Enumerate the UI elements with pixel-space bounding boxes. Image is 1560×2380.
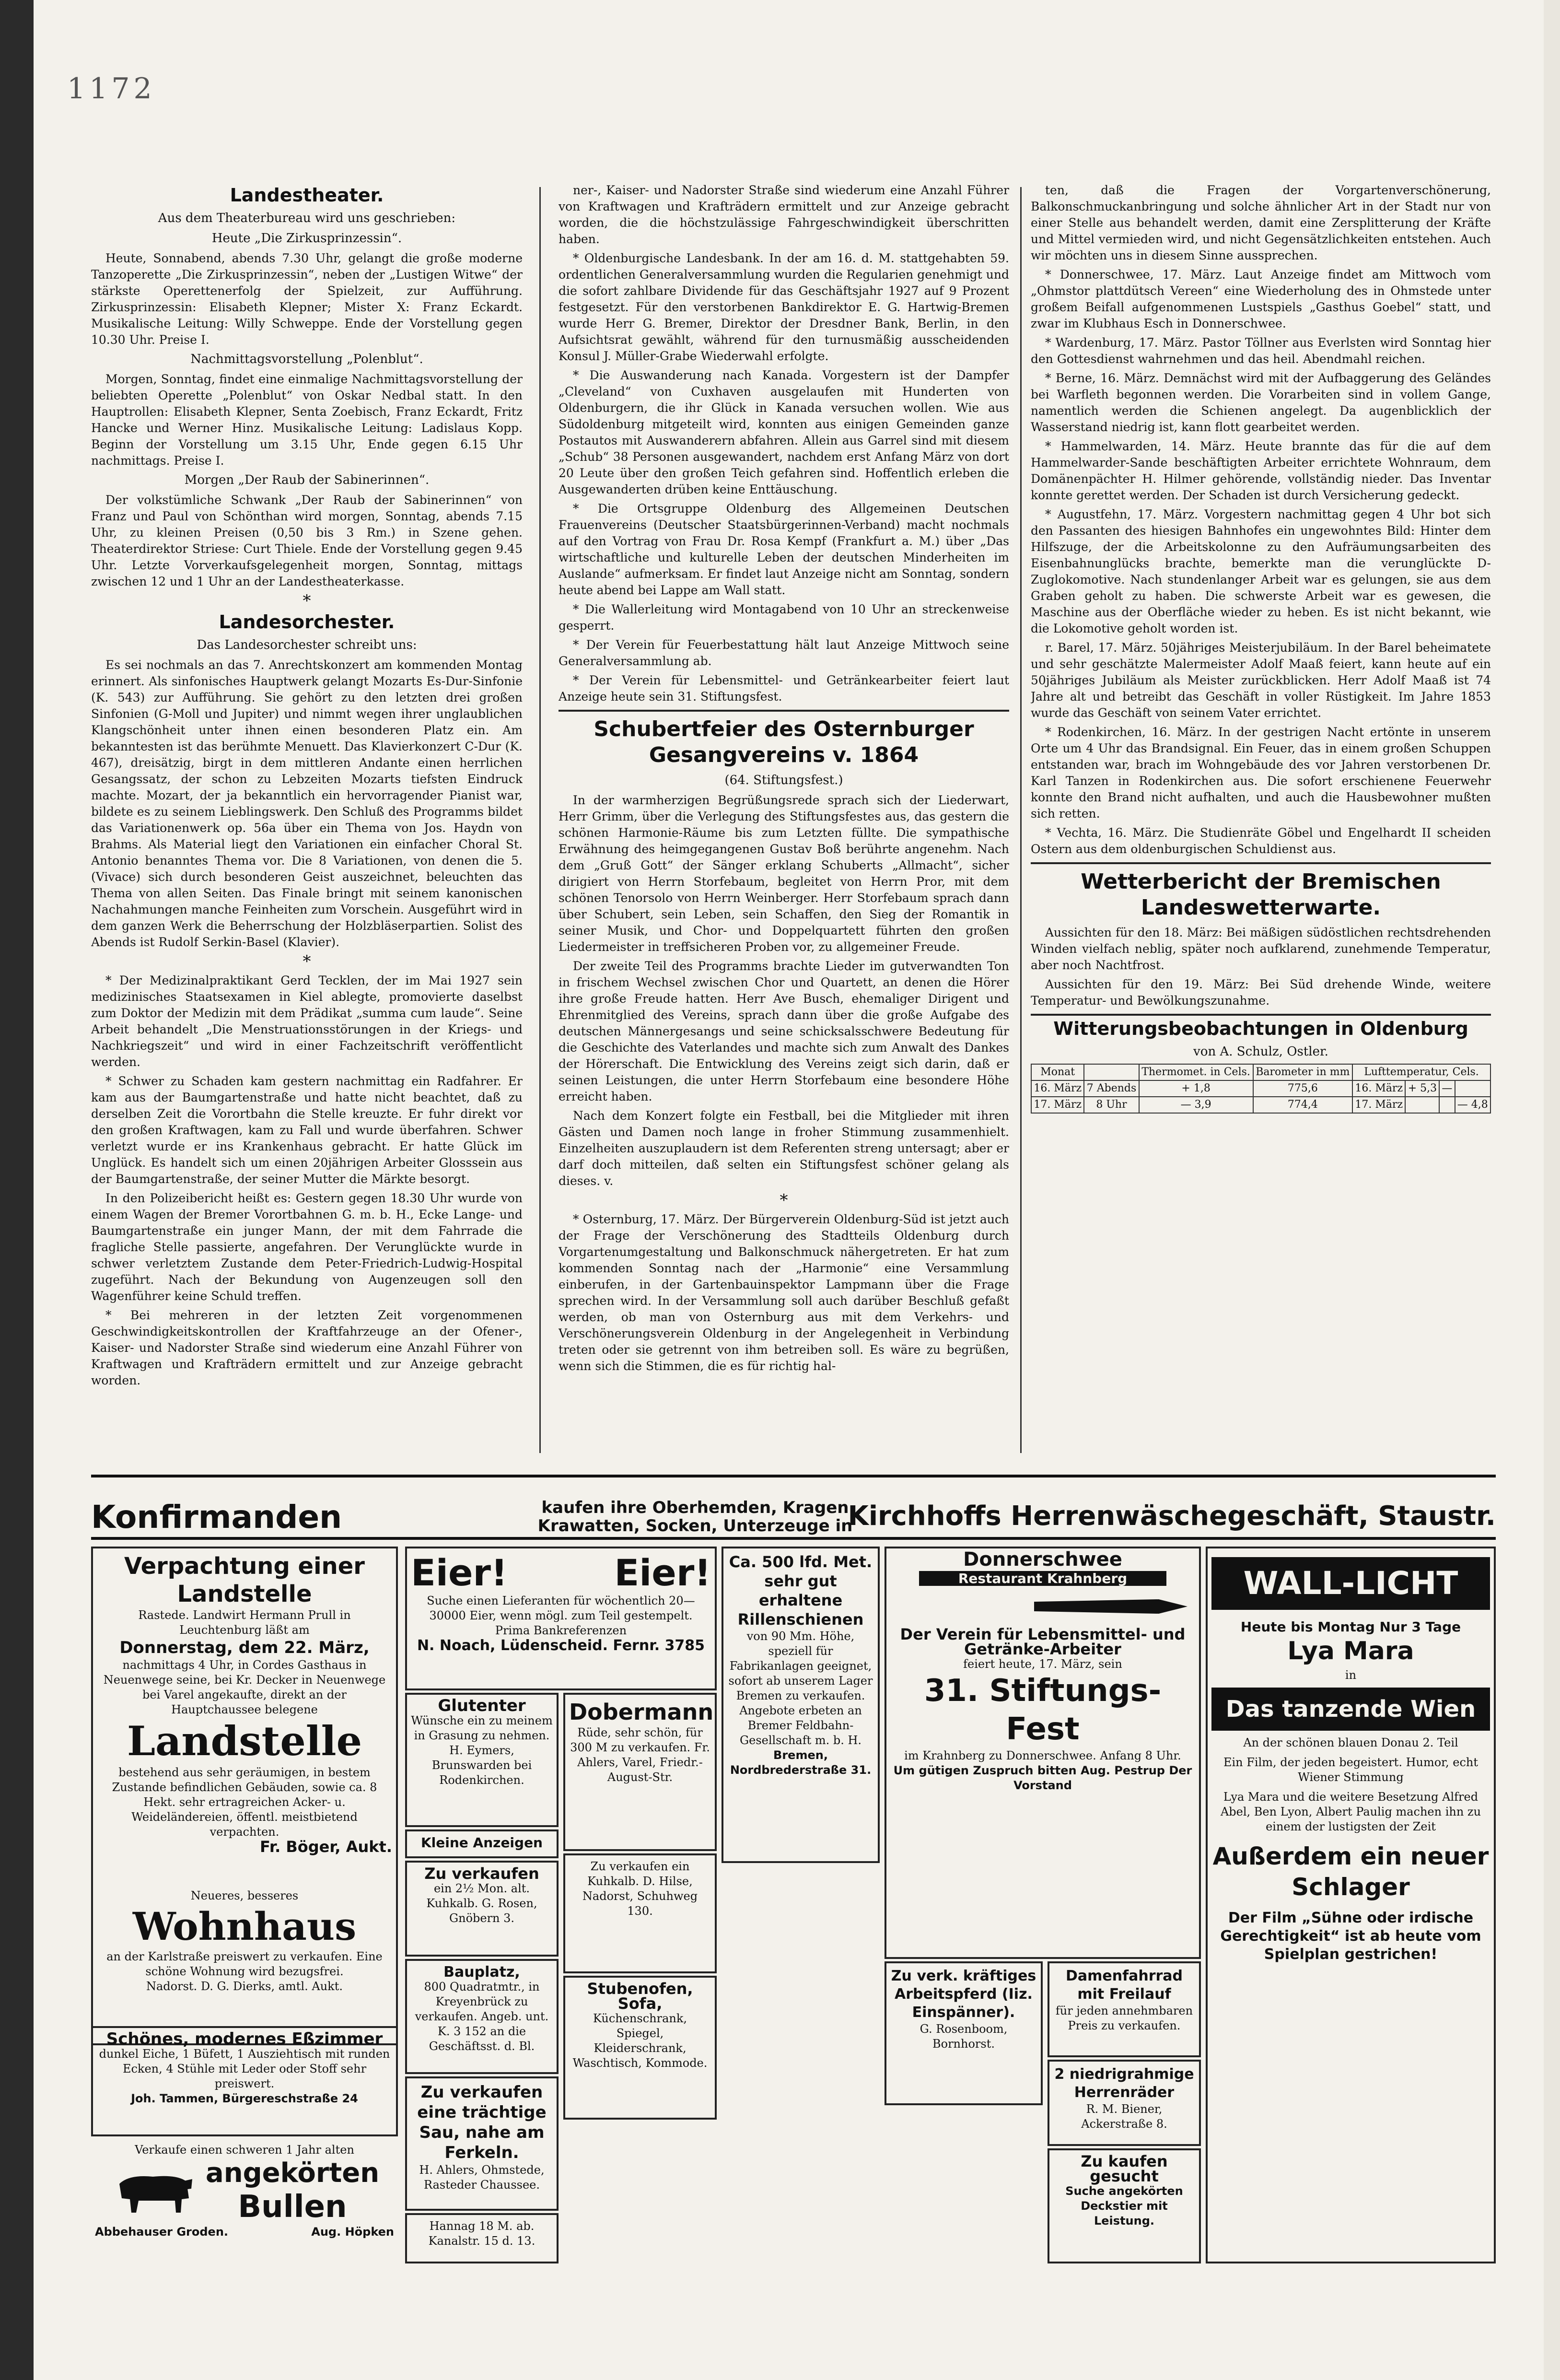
table-cell: 775,6 <box>1253 1080 1352 1097</box>
ad-title: Damenfahrrad mit Freilauf <box>1065 1968 1183 2003</box>
table-cell: 17. März <box>1031 1097 1084 1113</box>
ad-signature: Bremen, Nordbrederstraße 31. <box>730 1748 872 1777</box>
article-paragraph: * Schwer zu Schaden kam gestern nachmittag ein Radfahrer. Er kam aus der Baumgartenstraße und hatte nicht beachtet, daß zu derselben Zeit die Vorortbahn die Stelle kreuzte. Er fuhr direkt vor den großen Kraftwagen, kam zu Fall und wurde überfahren. Schwer verletzt wurde er ins Krankenhaus gebracht. Er hatte Glück im Unglück. Es handelt sich um einen 20jährigen Arbeiter Glosssein aus der Baumgartenstraße, der seiner Mutter die Märkte besorgt. <box>91 1074 523 1186</box>
table-header <box>1084 1064 1139 1080</box>
article-paragraph: * Die Auswanderung nach Kanada. Vorgestern ist der Dampfer „Cleveland“ von Cuxhaven ausgelaufen mit Hunderten von Oldenburgern, die ihr Glück in Kanada versuchen wollen. Wie aus Südoldenburg mitgeteilt wird, konnten aus einigen Gemeinden ganze Postautos mit Auswanderern abfahren. Allein aus Garrel sind mit diesem „Schub“ 38 Personen ausgewandert, nachdem erst Anfang März von dort 20 Leute über den großen Teich gefahren sind. Hoffentlich erleben die Ausgewanderten drüben keine Enttäuschung. <box>559 368 1009 496</box>
ad-text: An der schönen blauen Donau 2. Teil <box>1243 1736 1458 1749</box>
ad-text: Rastede. Landwirt Hermann Prull in Leuchtenburg läßt am <box>138 1608 351 1637</box>
ad-damenfahrrad <box>1048 1961 1201 2057</box>
article-paragraph: Nach dem Konzert folgte ein Festball, bei die Mitglieder mit ihren Gästen und Damen noch lange in froher Stimmung zusammenhielt. Einzelheiten auszuplaudern ist dem Referenten streng untersagt; aber er darf doch mitteilen, daß selten ein Stiftungsfest schöner gelang als dieses. v. <box>559 1109 1009 1188</box>
headline-landesorchester: Landesorchester. <box>219 611 395 633</box>
banner-left: Konfirmanden <box>91 1499 342 1536</box>
column-3 <box>1031 182 1491 1448</box>
cinema-logo: WALL-LICHT <box>1211 1557 1490 1610</box>
ad-stiftungsfest <box>885 1547 1201 1959</box>
table-cell <box>1405 1097 1439 1113</box>
ad-title: Glutenter <box>438 1696 526 1715</box>
article-paragraph: * Wardenburg, 17. März. Pastor Töllner aus Everlsten wird Sonntag hier den Gottesdienst wahrnehmen und das heil. Abendmahl reichen. <box>1031 336 1491 366</box>
bull-icon <box>110 2165 196 2217</box>
ad-eier <box>405 1547 717 1690</box>
ad-title: Ca. 500 lfd. Met. sehr gut erhaltene Rillenschienen <box>729 1553 873 1629</box>
ad-herrenraeder <box>1048 2060 1201 2146</box>
article-paragraph: * Der Medizinalpraktikant Gerd Tecklen, der im Mai 1927 sein medizinisches Staatsexamen in Kiel ablegte, promovierte daselbst zum Doktor der Medizin mit dem Prädikat „summa cum laude“. Seine Arbeit behandelt „Die Menstruationsstörungen in der Kriegs- und Nachkriegszeit“ und wird in einer Fachzeitschrift veröffentlicht werden. <box>91 973 523 1069</box>
column-divider <box>539 187 541 1453</box>
headline-schubertfeier: Schubertfeier des Osternburger Gesangvereins v. 1864 <box>594 717 974 767</box>
table-cell: 774,4 <box>1253 1097 1352 1113</box>
column-2 <box>559 182 1009 1448</box>
article-paragraph: * Der Verein für Lebensmittel- und Getränkearbeiter feiert laut Anzeige heute sein 31. Stiftungsfest. <box>559 673 1009 703</box>
banner-right: Kirchhoffs Herrenwäschegeschäft, Staustr. <box>848 1501 1496 1532</box>
table-row <box>1031 1097 1490 1113</box>
article-paragraph: * Berne, 16. März. Demnächst wird mit der Aufbaggerung des Geländes bei Warfleth begonnen werden. Die Vorarbeiten sind in vollem Gange, namentlich werden die Schienen angelegt. Da augenblicklich der Wasserstand niedrig ist, kann flott gearbeitet werden. <box>1031 371 1491 434</box>
headline-witterung: Witterungsbeobachtungen in Oldenburg <box>1053 1018 1468 1039</box>
article-paragraph: ner-, Kaiser- und Nadorster Straße sind wiederum eine Anzahl Führer von Kraftwagen und Krafträdern ermittelt und zur Anzeige gebracht worden, die die höchstzulässige Fahrgeschwindigkeit überschritten haben. <box>559 183 1009 246</box>
ad-date: Donnerstag, dem 22. März, <box>119 1638 370 1657</box>
ad-text: Heute bis Montag Nur 3 Tage <box>1240 1619 1461 1635</box>
article-paragraph: Heute, Sonnabend, abends 7.30 Uhr, gelangt die große moderne Tanzoperette „Die Zirkusprinzessin“, neben der „Lustigen Witwe“ der stärkste Operettenerfolg der Spielzeit, zur Aufführung. Zirkusprinzessin: Elisabeth Klepner; Mister X: Franz Eckardt. Musikalische Leitung: Willy Schweppe. Ende der Vorstellung gegen 10.30 Uhr. Preise I. <box>91 251 523 347</box>
weather-table <box>1031 1064 1491 1114</box>
ad-text: Neueres, besseres <box>190 1889 299 1902</box>
ad-big-word: Landstelle <box>127 1717 362 1765</box>
ad-signature: Aug. Höpken <box>311 2225 394 2239</box>
ad-title: Zu verkaufen <box>424 1864 539 1883</box>
ad-big-word: Bullen <box>238 2189 347 2225</box>
ad-big-word: Außerdem ein neuer Schlager <box>1212 1842 1489 1901</box>
ad-text: dunkel Eiche, 1 Büfett, 1 Ausziehtisch mit runden Ecken, 4 Stühle mit Leder oder Stoff sehr preiswert. <box>99 2047 390 2090</box>
ad-title: Zu verkaufen eine trächtige Sau, nahe am Ferkeln. <box>417 2083 547 2162</box>
ad-text: Suche angekörten Deckstier mit Leistung. <box>1065 2184 1183 2228</box>
ad-signature: R. M. Biener, Ackerstraße 8. <box>1081 2102 1167 2131</box>
ad-text: Zu verkaufen ein Kuhkalb. D. Hilse, Nadorst, Schuhweg 130. <box>582 1860 698 1918</box>
ad-title: Verpachtung einer Landstelle <box>124 1553 365 1607</box>
ad-text: nachmittags 4 Uhr, in Cordes Gasthaus in Neuenwege seine, bei Kr. Decker in Neuenwege bei Varel angekaufte, direkt an der Hauptchaussee belegene <box>103 1658 386 1716</box>
ad-wall-licht <box>1206 1547 1496 2263</box>
ad-bauplatz <box>405 1959 559 2074</box>
headline-wetterbericht: Wetterbericht der Bremischen Landeswetterwarte. <box>1081 869 1441 920</box>
ad-big-word: 31. Stiftungs-Fest <box>924 1673 1162 1747</box>
ad-text: feiert heute, 17. März, sein <box>963 1657 1122 1671</box>
subline: Heute „Die Zirkusprinzessin“. <box>211 231 402 246</box>
ad-text: Suche einen Lieferanten für wöchentlich 20—30000 Eier, wenn mögl. zum Teil gestempelt. Prima Bankreferenzen <box>427 1594 695 1637</box>
article-paragraph: * Augustfehn, 17. März. Vorgestern nachmittag gegen 4 Uhr bot sich den Passanten des hiesigen Bahnhofes ein ungewohntes Bild: Hinter dem Hilfszuge, der die Arbeitskolonne zu den Aufräumungsarbeiten des Eisenbahnunglücks brachte, bemerkte man die verunglückte D-Zuglokomotive. Nach stundenlanger Arbeit war es gelungen, sie aus dem Graben geholt zu haben. Die schwerste Arbeit war es gewesen, die Maschine aus der Oberfläche wieder zu heben. Es ist nicht bekannt, wie die Lokomotive geholt worden ist. <box>1031 507 1491 635</box>
table-cell: 17. März <box>1352 1097 1405 1113</box>
article-paragraph: * Bei mehreren in der letzten Zeit vorgenommenen Geschwindigkeitskontrollen der Kraftfahrzeuge an der Ofener-, Kaiser- und Nadorster Straße sind wiederum eine Anzahl Führer von Kraftwagen und Krafträdern ermittelt und zur Anzeige gebracht worden. <box>91 1308 523 1387</box>
ad-text: Wünsche ein zu meinem in Grasung zu nehmen. H. Eymers, Brunswarden bei Rodenkirchen. <box>411 1714 553 1787</box>
table-cell: + 1,8 <box>1139 1080 1253 1097</box>
article-paragraph: * Die Ortsgruppe Oldenburg des Allgemeinen Deutschen Frauenvereins (Deutscher Staatsbürgerinnen-Verband) macht nochmals auf den Vortrag von Frau Dr. Rosa Kempf (Frankfurt a. M.) über „Das wirtschaftliche und kulturelle Leben der deutschen Minderheiten im Auslande“ aufmerksam. Er findet laut Anzeige nicht am Sonntag, sondern heute abend bei Lappe am Wall statt. <box>559 502 1009 597</box>
ad-text: ein 2½ Mon. alt. Kuhkalb. G. Rosen, Gnöbern 3. <box>426 1882 537 1925</box>
table-cell: 16. März <box>1352 1080 1405 1097</box>
rule <box>1031 1014 1491 1016</box>
table-cell: — 3,9 <box>1139 1097 1253 1113</box>
ad-sau <box>405 2076 559 2211</box>
ad-text: in <box>1345 1668 1357 1682</box>
article-paragraph: * Der Verein für Feuerbestattung hält laut Anzeige Mittwoch seine Generalversammlung ab. <box>559 638 1009 668</box>
ad-section-rule <box>91 1537 1496 1540</box>
table-header-row <box>1031 1064 1490 1080</box>
banner-line: kaufen ihre Oberhemden, Kragen <box>541 1498 849 1517</box>
ad-text: Lya Mara und die weitere Besetzung Alfred Abel, Ben Lyon, Albert Paulig machen ihn zu einem der lustigsten der Zeit <box>1220 1790 1481 1833</box>
ad-text: von 90 Mm. Höhe, speziell für Fabrikanlagen geeignet, sofort ab unserem Lager Bremen zu verkaufen. Angebote erbeten an Bremer Feldbahn-Gesellschaft m. b. H. <box>728 1630 873 1747</box>
ad-bullen <box>91 2139 398 2263</box>
konfirmanden-banner <box>91 1499 1496 1537</box>
subline: von A. Schulz, Ostler. <box>1193 1044 1328 1059</box>
article-paragraph: * Osternburg, 17. März. Der Bürgerverein Oldenburg-Süd ist jetzt auch der Frage der Verschönerung des Stadtteils Oldenburg durch Vorgartenumgestaltung und Balkonschmuck nähergetreten. Er hat zum kommenden Sonntag nach der „Harmonie“ eine Versammlung einberufen, in der Gartenbauinspektor Lampmann über die Frage sprechen wird. In der Versammlung soll auch darüber Beschluß gefaßt werden, ob man von Osternburg aus mit dem Verkehrs- und Verschönerungsverein Oldenburg in der Angelegenheit in Verbindung treten oder sie getrennt von ihm betreiben soll. Es wäre zu begrüßen, wenn sich die Stimmen, die es für richtig hal- <box>559 1212 1009 1373</box>
article-paragraph: * Die Wallerleitung wird Montagabend von 10 Uhr an streckenweise gesperrt. <box>559 602 1009 633</box>
ad-signature: Um gütigen Zuspruch bitten Aug. Pestrup Der Vorstand <box>893 1764 1192 1792</box>
ad-signature: Joh. Tammen, Bürgereschstraße 24 <box>131 2092 358 2105</box>
ad-rillenschienen <box>722 1547 880 1863</box>
ad-title: Bauplatz, <box>443 1964 520 1981</box>
table-cell: — <box>1439 1080 1455 1097</box>
ad-text: an der Karlstraße preiswert zu verkaufen. Eine schöne Wohnung wird bezugsfrei. <box>106 1950 383 1978</box>
table-cell: 7 Abends <box>1084 1080 1139 1097</box>
ad-title: Donnerschwee <box>963 1548 1122 1571</box>
ad-signature: G. Rosenboom, Bornhorst. <box>920 2022 1008 2051</box>
article-paragraph: Es sei nochmals an das 7. Anrechtskonzert am kommenden Montag erinnert. Als sinfonisches Hauptwerk gelangt Mozarts Es-Dur-Sinfonie (K. 543) zur Aufführung. Sie gehört zu den letzten drei großen Sinfonien (G-Moll und Jupiter) und nimmt wegen ihrer unglaublichen Klangschönheit unter ihnen einen besonderen Platz ein. Am bekanntesten ist das berühmte Menuett. Das Klavierkonzert C-Dur (K. 467), dreisätzig, birgt in dem mittleren Andante einen herrlichen Gesangssatz, der schon zu Lebzeiten Mozarts tiefsten Eindruck machte. Mozart, der ja bekanntlich ein hervorragender Pianist war, bildete es zu seinem Lieblingswerk. Den Schluß des Programms bildet das Variationenwerk op. 56a über ein Thema von Jos. Haydn von Brahms. Als Material liegt den Variationen ein einfacher Choral St. Antonio benanntes Thema vor. Die 8 Variationen, von denen die 5. (Vivace) sich durch besonderen Geist auszeichnet, beleuchten das Thema von allen Seiten. Das Finale bringt mit seinem kanonischen Nachahmungen manche Feinheiten zum Vorschein. Ausgeführt wird in dem ganzen Werk die Beherrschung der Holzbläserpartien. Solist des Abends ist Rudolf Serkin-Basel (Klavier). <box>91 658 523 949</box>
ad-text: Rüde, sehr schön, für 300 M zu verkaufen. Fr. Ahlers, Varel, Friedr.-August-Str. <box>570 1726 710 1784</box>
ad-kuhkalb-2 <box>563 1853 717 1973</box>
article-paragraph: Morgen, Sonntag, findet eine einmalige Nachmittagsvorstellung der beliebten Operette „Polenblut“ von Oskar Nedbal statt. In den Hauptrollen: Elisabeth Klepner, Senta Zoebisch, Franz Eckardt, Fritz Hancke und Werner Hinz. Musikalische Leitung: Ladislaus Kopp. Beginn der Vorstellung um 3.15 Uhr, Ende gegen 6.15 Uhr nachmittags. Preise I. <box>91 372 523 468</box>
ad-kuhkalb <box>405 1861 559 1957</box>
ad-dobermann <box>563 1693 717 1851</box>
ad-text: Ein Film, der jeden begeistert. Humor, echt Wiener Stimmung <box>1223 1756 1479 1784</box>
column-1 <box>91 182 523 1448</box>
table-row <box>1031 1080 1490 1097</box>
table-cell: — 4,8 <box>1455 1097 1490 1113</box>
ad-signature: Fr. Böger, Aukt. <box>260 1838 392 1856</box>
ad-title: Dobermann <box>569 1699 714 1725</box>
ad-text: Der Verein für Lebensmittel- und Getränke-Arbeiter <box>900 1625 1186 1658</box>
ad-big-word: Eier! <box>411 1551 508 1594</box>
article-paragraph: * Donnerschwee, 17. März. Laut Anzeige findet am Mittwoch vom „Ohmstor plattdütsch Vereen“ eine Wiederholung des in Ohmstede unter großem Beifall aufgenommenen Lustspiels „Gasthus Goebel“ statt, und zwar im Klubhaus Esch in Donnerschwee. <box>1031 268 1491 330</box>
rule <box>1031 862 1491 864</box>
table-cell: 8 Uhr <box>1084 1097 1139 1113</box>
ad-big-word: Eier! <box>614 1551 711 1594</box>
ad-title: Schönes, modernes Eßzimmer <box>106 2029 383 2049</box>
ad-text: 800 Quadratmtr., in Kreyenbrück zu verkaufen. Angeb. unt. K. 3 152 an die Geschäftsst. d. Bl. <box>415 1980 549 2053</box>
restaurant-label: Restaurant Krahnberg <box>919 1571 1166 1586</box>
table-header: Lufttemperatur, Cels. <box>1352 1064 1490 1080</box>
article-paragraph: In der warmherzigen Begrüßungsrede sprach sich der Liederwart, Herr Grimm, über die Verlegung des Stiftungsfestes aus, das gestern die schönen Harmonie-Räume bis zum Letzten füllte. Die sympathische Erwähnung des heimgegangenen Gustav Boß berührte angenehm. Nach dem „Gruß Gott“ der Sänger erklang Schuberts „Allmacht“, sicher dirigiert von Herrn Storfebaum, begleitet von Herrn Pror, mit dem schönen Tenorsolo von Herrn Weinberger. Herr Storfebaum sprach dann über Schubert, sein Leben, sein Schaffen, den Sieg der Romantik in seiner Musik, und Chor- und Doppelquartett führten den großen Liedermeister in treffsicheren Proben vor, zu allgemeiner Freude. <box>559 793 1009 954</box>
pointing-hand-icon <box>890 1590 1197 1623</box>
ad-esszimmer <box>91 2026 398 2136</box>
rule <box>559 710 1009 712</box>
page-number: 1172 <box>67 72 156 106</box>
article-paragraph: Der volkstümliche Schwank „Der Raub der Sabinerinnen“ von Franz und Paul von Schönthan wird morgen, Sonntag, abends 7.15 Uhr, zu kleinen Preisen (0,50 bis 3 Rm.) in Szene gehen. Theaterdirektor Striese: Curt Thiele. Ende der Vorstellung gegen 9.45 Uhr. Letzte Vorverkaufsgelegenheit morgen, Sonntag, mittags zwischen 12 und 1 Uhr an der Landestheaterkasse. <box>91 493 523 588</box>
ad-kleine-anzeigen <box>405 1829 559 1858</box>
table-cell: + 5,3 <box>1405 1080 1439 1097</box>
section-separator-star: * <box>780 1191 788 1210</box>
ad-title: Stubenofen, Sofa, <box>587 1980 693 2013</box>
table-header: Monat <box>1031 1064 1084 1080</box>
article-paragraph: * Oldenburgische Landesbank. In der am 16. d. M. stattgehabten 59. ordentlichen Generalversammlung wurden die Regularien genehmigt und die sofort zahlbare Dividende für das Geschäftsjahr 1927 auf 9 Prozent festgesetzt. Für den verstorbenen Bankdirektor E. G. Hartwig-Bremen wurde Herr G. Bremer, Direktor der Dresdner Bank, Berlin, in den Aufsichtsrat gewählt, während für den turnusmäßig ausscheidenden Konsul J. Müller-Grabe Wiederwahl erfolgte. <box>559 251 1009 363</box>
table-cell: 16. März <box>1031 1080 1084 1097</box>
subline: Das Landesorchester schreibt uns: <box>197 638 417 652</box>
ad-text: im Krahnberg zu Donnerschwee. Anfang 8 Uhr. <box>904 1749 1181 1762</box>
ad-signature: Abbehauser Groden. <box>95 2225 229 2239</box>
ad-deckstier <box>1048 2148 1201 2263</box>
ad-title: Zu verk. kräftiges Arbeitspferd (Iiz. Einspänner). <box>891 1968 1036 2021</box>
ad-text: H. Ahlers, Ohmstede, Rasteder Chaussee. <box>419 2163 545 2192</box>
ad-text: bestehend aus sehr geräumigen, in bestem Zustande befindlichen Gebäuden, sowie ca. 8 Hekt. sehr ertragreichen Acker- u. Weideländereien, öffentl. meistbietend verpachten. <box>112 1766 377 1839</box>
film-title: Das tanzende Wien <box>1211 1688 1490 1731</box>
ad-text: Küchenschrank, Spiegel, Kleiderschrank, Waschtisch, Kommode. <box>572 2012 708 2070</box>
column-divider <box>1020 187 1022 1453</box>
article-paragraph: * Rodenkirchen, 16. März. In der gestrigen Nacht ertönte in unserem Orte um 4 Uhr das Brandsignal. Ein Feuer, das in einem großen Schuppen entstanden war, brach im Wohngebäude des vor Jahren verstorbenen Dr. Karl Tanzen in Rodenkirchen aus. Die sofort erschienene Feuerwehr konnte den Brand nicht aufhalten, und auch die Hausbewohner mußten sich retten. <box>1031 725 1491 821</box>
banner-line: Krawatten, Socken, Unterzeuge in <box>537 1516 853 1536</box>
subline: (64. Stiftungsfest.) <box>724 773 843 787</box>
article-paragraph: r. Barel, 17. März. 50jähriges Meisterjubiläum. In der Barel beheimatete und sehr geschätzte Malermeister Adolf Maaß feiert, kann heute auf ein 50jähriges Jubiläum als Meister zurückblicken. Herr Adolf Maaß ist 74 Jahre alt und betreibt das Geschäft in voller Rüstigkeit. Im Jahre 1853 wurde das Geschäft von seinem Vater errichtet. <box>1031 641 1491 720</box>
subline: Nachmittagsvorstellung „Polenblut“. <box>190 352 423 366</box>
ad-text: für jeden annehmbaren Preis zu verkaufen. <box>1055 2004 1193 2032</box>
section-separator-star: * <box>303 952 311 971</box>
ad-stubenofen <box>563 1976 717 2120</box>
subline: Morgen „Der Raub der Sabinerinnen“. <box>184 473 430 487</box>
table-header: Thermomet. in Cels. <box>1139 1064 1253 1080</box>
article-paragraph: * Hammelwarden, 14. März. Heute brannte das für die auf dem Hammelwarder-Sande beschäftigten Arbeiter errichtete Wohnraum, dem Domänenpächter H. Hilmer gehörende, vollständig nieder. Das Inventar konnte gerettet werden. Der Schaden ist durch Versicherung gedeckt. <box>1031 439 1491 502</box>
ad-notice: Der Film „Sühne oder irdische Gerechtigkeit“ ist ab heute vom Spielplan gestrichen! <box>1220 1910 1481 1963</box>
ad-title: Kleine Anzeigen <box>420 1835 543 1851</box>
ad-arbeitspferd <box>885 1961 1043 2105</box>
ad-small <box>405 2213 559 2263</box>
ad-title: Zu kaufen gesucht <box>1081 2152 1168 2185</box>
ad-title: 2 niedrigrahmige Herrenräder <box>1054 2066 1194 2101</box>
ad-big-word: Wohnhaus <box>132 1904 357 1949</box>
section-separator-star: * <box>303 591 311 610</box>
ad-section-rule <box>91 1475 1496 1477</box>
article-paragraph: Der zweite Teil des Programms brachte Lieder im gutverwandten Ton in frischem Wechsel zwischen Chor und Quartett, an denen die Hörer ihre große Freude hatten. Herr Ave Busch, ehemaliger Dirigent und Ehrenmitglied des Vereins, sprach dann über die große Aufgabe des deutschen Männergesangs und seine schicksalsschwere Bedeutung für die Geschichte des Vaterlandes und machte sich zum Anwalt des Dankes der Hörerschaft. Die Entwicklung des Vereins zeigt sich darin, daß er seinen Leistungen, die unter Herrn Storfebaum eine besondere Höhe erreicht haben. <box>559 959 1009 1103</box>
book-spine <box>0 0 34 2380</box>
table-header: Barometer in mm <box>1253 1064 1352 1080</box>
ad-wohnhaus <box>91 1885 398 2024</box>
ad-glutenter <box>405 1693 559 1827</box>
ad-text: Hannag 18 M. ab. Kanalstr. 15 d. 13. <box>428 2219 536 2248</box>
actress-name: Lya Mara <box>1287 1637 1414 1665</box>
ad-signature: N. Noach, Lüdenscheid. Fernr. 3785 <box>417 1637 705 1654</box>
ad-signature: Nadorst. D. G. Dierks, amtl. Aukt. <box>146 1980 343 1993</box>
ad-big-word: angekörten <box>205 2157 380 2189</box>
article-paragraph: * Vechta, 16. März. Die Studienräte Göbel und Engelhardt II scheiden Ostern aus dem oldenburgischen Schuldienst aus. <box>1031 826 1491 856</box>
subline: Aus dem Theaterbureau wird uns geschrieben: <box>158 211 456 225</box>
weather-forecast: Aussichten für den 19. März: Bei Süd drehende Winde, weitere Temperatur- und Bewölkungszunahme. <box>1031 977 1491 1008</box>
article-paragraph: In den Polizeibericht heißt es: Gestern gegen 18.30 Uhr wurde von einem Wagen der Bremer Vorortbahnen G. m. b. H., Ecke Lange- und Baumgartenstraße ein junger Mann, der mit dem Fahrrade die fragliche Stelle passierte, angefahren. Der Verunglückte wurde in schwer verletztem Zustande dem Peter-Friedrich-Ludwig-Hospital zugeführt. Nach der Bekundung von Augenzeugen soll den Wagenführer keine Schuld treffen. <box>91 1191 523 1303</box>
ad-text: Verkaufe einen schweren 1 Jahr alten <box>135 2143 354 2157</box>
weather-forecast: Aussichten für den 18. März: Bei mäßigen südöstlichen rechtsdrehenden Winden vielfach neblig, später noch aufklarend, zunehmende Temperatur, aber noch Nachtfrost. <box>1031 926 1491 972</box>
headline-landestheater: Landestheater. <box>230 185 384 206</box>
article-paragraph: ten, daß die Fragen der Vorgartenverschönerung, Balkonschmuckanbringung und solche ähnlicher Art in der Stadt nur von einer Stelle aus behandelt werden, damit eine Zersplitterung der Kräfte und Mittel vermieden wird, und nicht Gegensätzlichkeiten entstehen. Auch wir möchten uns in diesem Sinne aussprechen. <box>1031 183 1491 262</box>
table-cell <box>1439 1097 1455 1113</box>
table-cell <box>1455 1080 1490 1097</box>
